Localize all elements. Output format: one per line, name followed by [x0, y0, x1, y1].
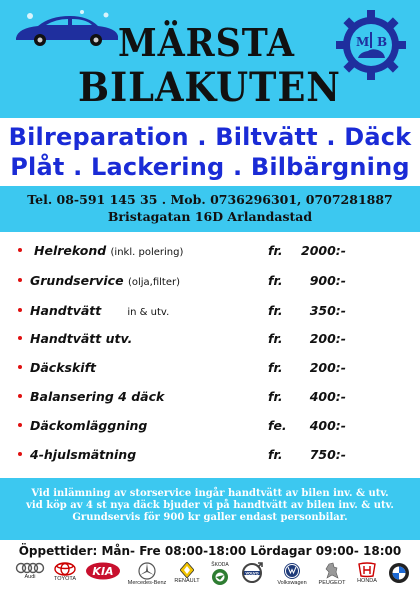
price-currency: fr. [268, 331, 283, 346]
header-banner [0, 0, 420, 118]
price-currency: fr. [268, 273, 283, 288]
brand-label: TOYOTA [53, 576, 77, 582]
price-row [0, 389, 420, 409]
price-row [0, 303, 420, 323]
bullet-icon [18, 308, 22, 312]
bullet-icon [18, 394, 22, 398]
price-amount: 400:- [309, 389, 346, 404]
peugeot-logo-icon [316, 562, 348, 592]
service-note: (inkl. polering) [110, 247, 184, 258]
contact-bar [0, 186, 420, 232]
bullet-icon [18, 336, 22, 340]
price-currency: fr. [268, 243, 283, 258]
volvo-logo-icon [238, 562, 266, 592]
contact-address: Bristagatan 16D Arlandastad [107, 209, 313, 224]
service-note: in & utv. [127, 307, 170, 318]
services-headline [0, 122, 420, 182]
toyota-logo-icon [50, 562, 80, 592]
honda-logo-icon [352, 562, 382, 592]
info-line1: Vid inlämning av storservice ingår handtvätt av bilen inv. & utv. [31, 488, 389, 499]
kia-logo-icon [84, 562, 122, 592]
renault-logo-icon [172, 562, 202, 592]
volkswagen-logo-icon [272, 562, 312, 592]
price-currency: fr. [268, 447, 283, 462]
brand-label: KIA [92, 565, 114, 578]
bmw-logo-icon [386, 562, 412, 592]
service-name: Handtvätt [30, 303, 102, 318]
price-row [0, 418, 420, 438]
price-amount: 900:- [309, 273, 346, 288]
service-name: Däckskift [30, 360, 96, 375]
brand-label: ŠKODA [211, 562, 229, 568]
contact-phones: Tel. 08-591 145 35 . Mob. 0736296301, 0707281887 [27, 192, 393, 207]
car-logo-icon [12, 10, 122, 50]
bullet-icon [18, 423, 22, 427]
brand-label: VOLVO [245, 571, 259, 576]
bullet-icon [18, 452, 22, 456]
price-row [0, 273, 420, 293]
gear-logo-icon [334, 8, 408, 82]
price-row [0, 447, 420, 467]
brand-label: HONDA [357, 578, 377, 584]
price-row [0, 331, 420, 351]
service-name: Balansering 4 däck [30, 389, 165, 404]
brand-label: PEUGEOT [318, 580, 346, 586]
services-line1: Bilreparation . Biltvätt . Däck [8, 123, 412, 151]
service-name: Handtvätt utv. [30, 331, 133, 346]
price-list [0, 236, 420, 480]
price-currency: fe. [268, 418, 287, 433]
brand-label: Volkswagen [277, 580, 307, 586]
price-amount: 400:- [309, 418, 346, 433]
info-box [0, 478, 420, 540]
brand-label: Mercedes-Benz [127, 580, 167, 586]
opening-hours: Öppettider: Mån- Fre 08:00-18:00 Lördagar 09:00- 18:00 [18, 544, 402, 558]
price-currency: fr. [268, 389, 283, 404]
price-amount: 350:- [309, 303, 346, 318]
price-amount: 200:- [309, 331, 346, 346]
brand-label: Audi [24, 574, 36, 580]
brand-label: RENAULT [174, 578, 200, 584]
info-line3: Grundservis för 900 kr galler endast personbilar. [72, 512, 348, 523]
price-row [0, 360, 420, 380]
price-currency: fr. [268, 360, 283, 375]
price-currency: fr. [268, 303, 283, 318]
bullet-icon [18, 365, 22, 369]
logo-letter-b: B [377, 35, 388, 49]
brand-title-line2: BILAKUTEN [78, 64, 341, 111]
price-row [0, 243, 420, 263]
info-line2: vid köp av 4 st nya däck bjuder vi på handtvätt av bilen inv. & utv. [26, 500, 394, 511]
price-amount: 2000:- [301, 243, 346, 258]
services-line2: Plåt . Lackering . Bilbärgning [10, 153, 410, 181]
bullet-icon [18, 278, 22, 282]
price-amount: 750:- [309, 447, 346, 462]
car-brand-logos [14, 562, 414, 592]
service-name: Däckomläggning [30, 418, 148, 433]
service-name: 4-hjulsmätning [30, 447, 137, 462]
audi-logo-icon [14, 562, 46, 592]
price-amount: 200:- [309, 360, 346, 375]
service-note: (olja,filter) [127, 277, 180, 288]
logo-letter-m: M [356, 35, 370, 49]
brand-title-line1: MÄRSTA [118, 20, 295, 65]
skoda-logo-icon [206, 562, 234, 592]
service-name: Helrekond [34, 243, 107, 258]
bullet-icon [18, 248, 22, 252]
service-name: Grundservice [30, 273, 124, 288]
mercedes-logo-icon [126, 562, 168, 592]
